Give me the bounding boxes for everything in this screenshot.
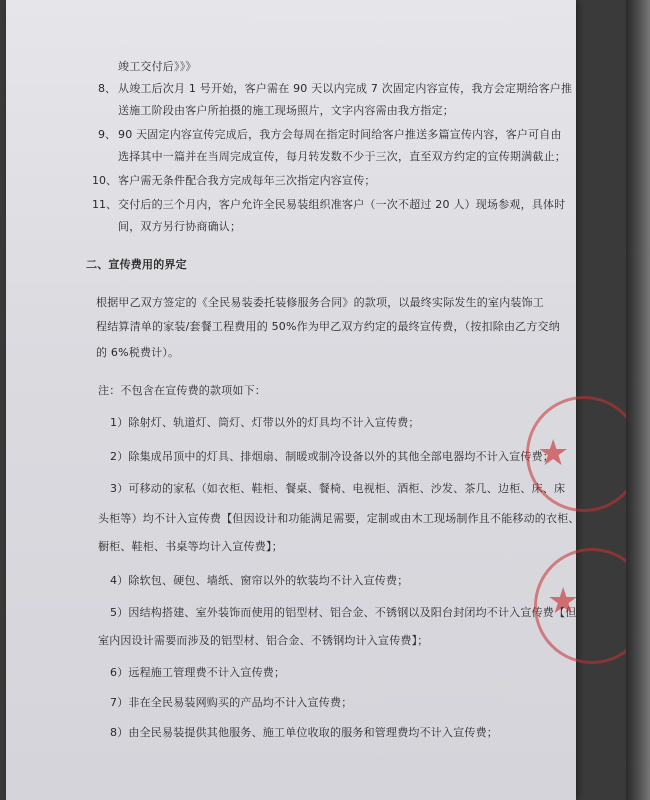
paragraph-line-2: 程结算清单的家装/套餐工程费用的 50%作为甲乙双方约定的最终宣传费，（按扣除由乙方交纳 xyxy=(96,320,560,333)
exclusion-5-line-1: 5）因结构搭建、室外装饰而使用的铝型材、铝合金、不锈钢以及阳台封闭均不计入宣传费【但 xyxy=(110,606,577,619)
heading-fragment: 竣工交付后》》》 xyxy=(118,60,197,73)
seal-star-icon-2: ★ xyxy=(547,581,580,622)
seal-star-icon: ★ xyxy=(537,433,570,474)
item-11-line-2: 间，双方另行协商确认； xyxy=(118,220,242,233)
document-page xyxy=(6,0,580,800)
item-11-line-1: 交付后的三个月内，客户允许全民易装组织准客户（一次不超过 20 人）现场参观，具体时 xyxy=(118,198,566,211)
item-8-line-1: 从竣工后次月 1 号开始，客户需在 90 天以内完成 7 次固定内容宣传，我方会定期给客户推 xyxy=(118,82,573,95)
item-9-number: 9、 xyxy=(98,128,116,141)
item-10-line-1: 客户需无条件配合我方完成每年三次指定内容宣传； xyxy=(118,174,376,187)
item-8-number: 8、 xyxy=(98,82,116,95)
exclusion-6: 6）远程施工管理费不计入宣传费； xyxy=(110,666,286,679)
item-8-line-2: 送施工阶段由客户所拍摄的施工现场照片，文字内容需由我方指定； xyxy=(118,104,454,117)
exclusion-3-line-3: 橱柜、鞋柜、书桌等均计入宣传费】； xyxy=(98,540,283,553)
exclusion-3-line-1: 3）可移动的家私（如衣柜、鞋柜、餐桌、餐椅、电视柜、酒柜、沙发、茶几、边柜、床、床 xyxy=(110,482,566,495)
exclusion-4: 4）除软包、硬包、墙纸、窗帘以外的软装均不计入宣传费； xyxy=(110,574,409,587)
item-9-line-2: 选择其中一篇并在当周完成宣传，每月转发数不少于三次，直至双方约定的宣传期满截止； xyxy=(118,150,566,163)
exclusion-7: 7）非在全民易装网购买的产品均不计入宣传费； xyxy=(110,696,353,709)
section-title: 二、宣传费用的界定 xyxy=(86,258,187,271)
exclusion-1: 1）除射灯、轨道灯、筒灯、灯带以外的灯具均不计入宣传费； xyxy=(110,416,420,429)
company-seal-partial xyxy=(526,396,642,512)
exclusion-5-line-2: 室内因设计需要而涉及的铝型材、铝合金、不锈钢均计入宣传费】； xyxy=(98,634,429,647)
exclusion-2: 2）除集成吊顶中的灯具、排烟扇、制暖或制冷设备以外的其他全部电器均不计入宣传费； xyxy=(110,450,554,463)
item-9-line-1: 90 天固定内容宣传完成后，我方会每周在指定时间给客户推送多篇宣传内容，客户可自由 xyxy=(118,128,562,141)
note-text: 注：不包含在宣传费的款项如下： xyxy=(98,384,266,397)
item-11-number: 11、 xyxy=(92,198,117,211)
photo-background-edge xyxy=(626,0,650,800)
exclusion-3-line-2: 头柜等）均不计入宣传费【但因设计和功能满足需要，定制或由木工现场制作且不能移动的衣柜、 xyxy=(98,512,580,525)
item-10-number: 10、 xyxy=(92,174,117,187)
paragraph-line-1: 根据甲乙双方签定的《全民易装委托装修服务合同》的款项，以最终实际发生的室内装饰工 xyxy=(96,296,544,309)
exclusion-8: 8）由全民易装提供其他服务、施工单位收取的服务和管理费均不计入宣传费； xyxy=(110,726,498,739)
paragraph-line-3: 的 6%税费计）。 xyxy=(96,346,180,359)
